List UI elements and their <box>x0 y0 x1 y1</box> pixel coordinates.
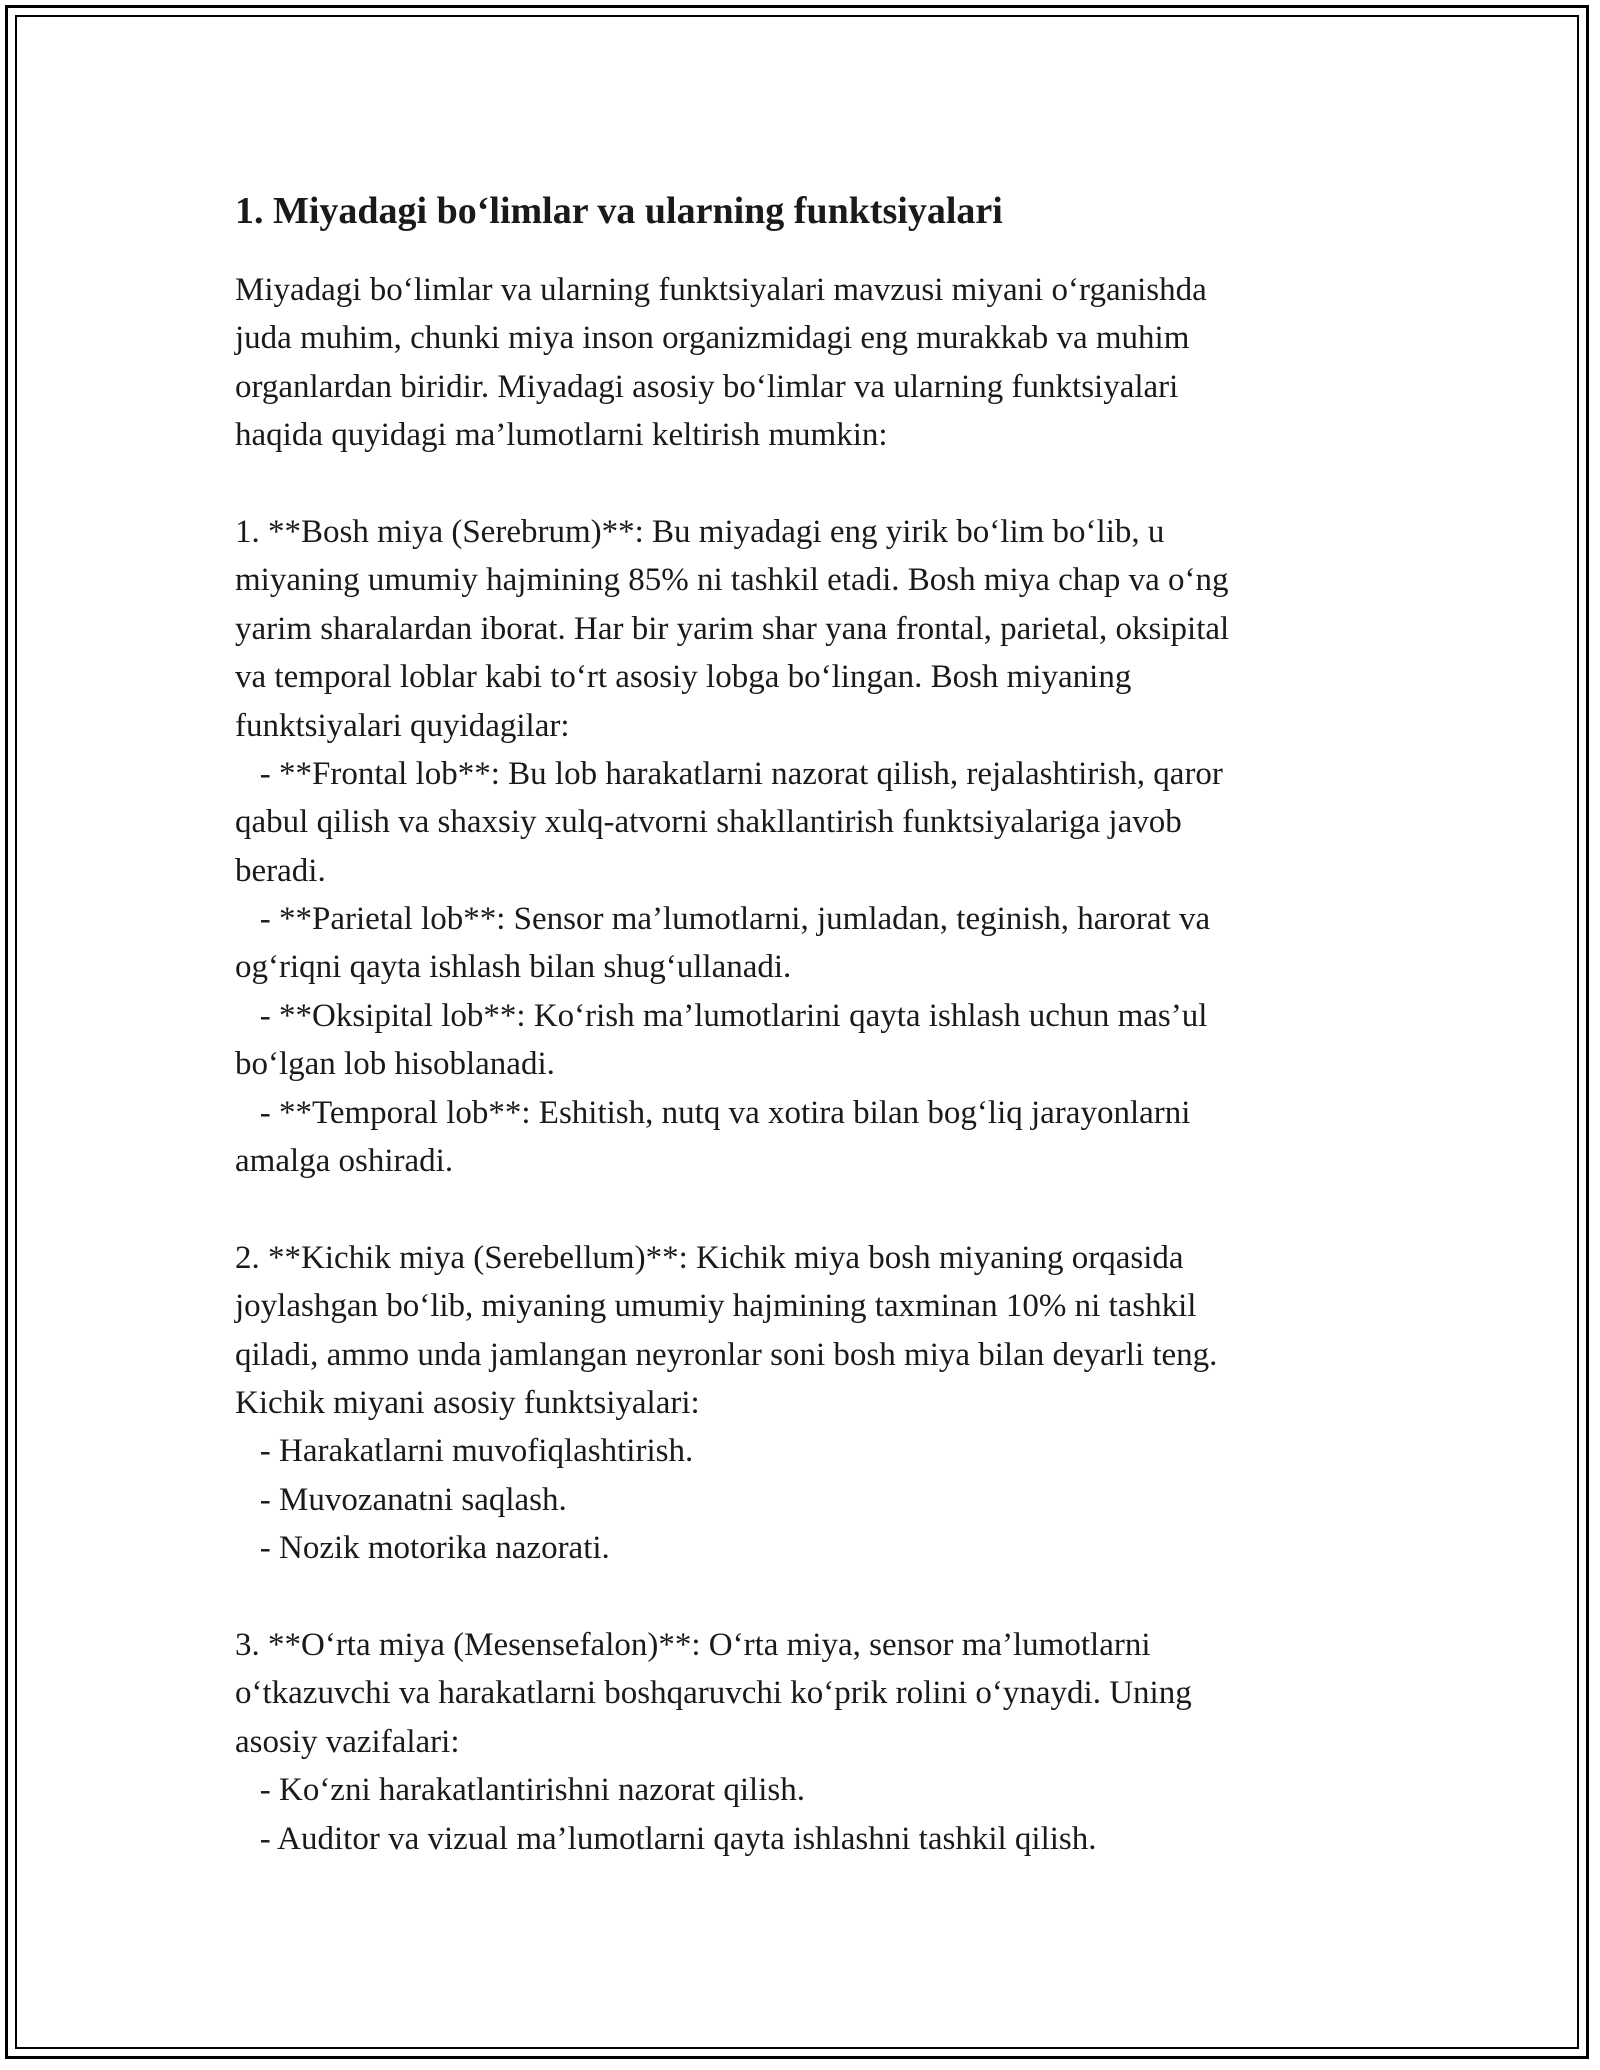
text-line: - **Parietal lob**: Sensor ma’lumotlarni, jumladan, teginish, harorat va <box>235 901 1211 938</box>
text-line: organlardan biridir. Miyadagi asosiy bo‘limlar va ularning funktsiyalari <box>235 368 1179 405</box>
text-line: 3. **O‘rta miya (Mesensefalon)**: O‘rta miya, sensor ma’lumotlarni <box>235 1626 1151 1663</box>
text-line: o‘tkazuvchi va harakatlarni boshqaruvchi ko‘prik rolini o‘ynaydi. Uning <box>235 1675 1192 1712</box>
blank-line <box>235 1573 1365 1621</box>
text-block <box>235 266 1365 1863</box>
text-line: - Nozik motorika nazorati. <box>235 1530 610 1567</box>
text-line: qabul qilish va shaxsiy xulq-atvorni shakllantirish funktsiyalariga javob <box>235 804 1182 841</box>
text-line: 2. **Kichik miya (Serebellum)**: Kichik miya bosh miyaning orqasida <box>235 1239 1184 1276</box>
text-line: miyaning umumiy hajmining 85% ni tashkil etadi. Bosh miya chap va o‘ng <box>235 562 1229 599</box>
text-line: - **Temporal lob**: Eshitish, nutq va xotira bilan bog‘liq jarayonlarni <box>235 1094 1191 1131</box>
text-line: og‘riqni qayta ishlash bilan shug‘ullanadi. <box>235 949 792 986</box>
text-line: joylashgan bo‘lib, miyaning umumiy hajmining taxminan 10% ni tashkil <box>235 1288 1197 1325</box>
blank-line <box>235 460 1365 508</box>
text-line: amalga oshiradi. <box>235 1143 454 1180</box>
text-line: Miyadagi bo‘limlar va ularning funktsiyalari mavzusi miyani o‘rganishda <box>235 272 1207 308</box>
text-line: yarim sharalardan iborat. Har bir yarim shar yana frontal, parietal, oksipital <box>235 610 1230 647</box>
text-line: bo‘lgan lob hisoblanadi. <box>235 1046 555 1083</box>
text-line: - Ko‘zni harakatlantirishni nazorat qilish. <box>235 1772 805 1809</box>
text-line: beradi. <box>235 852 326 889</box>
section-heading: 1. Miyadagi bo‘limlar va ularning funktsiyalari <box>235 190 1003 232</box>
text-line: juda muhim, chunki miya inson organizmidagi eng murakkab va muhim <box>235 320 1190 357</box>
text-line: Kichik miyani asosiy funktsiyalari: <box>235 1384 700 1421</box>
text-line: va temporal loblar kabi to‘rt asosiy lobga bo‘lingan. Bosh miyaning <box>235 659 1132 696</box>
document-body <box>235 186 1365 1863</box>
text-line: haqida quyidagi ma’lumotlarni keltirish mumkin: <box>235 417 888 454</box>
text-line: - **Frontal lob**: Bu lob harakatlarni nazorat qilish, rejalashtirish, qaror <box>235 755 1223 792</box>
text-line: - Auditor va vizual ma’lumotlarni qayta ishlashni tashkil qilish. <box>235 1820 1097 1857</box>
text-line: qiladi, ammo unda jamlangan neyronlar soni bosh miya bilan deyarli teng. <box>235 1336 1218 1373</box>
text-line: - **Oksipital lob**: Ko‘rish ma’lumotlarini qayta ishlash uchun mas’ul <box>235 997 1208 1034</box>
text-line: funktsiyalari quyidagilar: <box>235 707 570 744</box>
text-line: 1. **Bosh miya (Serebrum)**: Bu miyadagi eng yirik bo‘lim bo‘lib, u <box>235 513 1165 550</box>
text-line: - Harakatlarni muvofiqlashtirish. <box>235 1433 694 1470</box>
text-line: asosiy vazifalari: <box>235 1723 460 1760</box>
text-line: - Muvozanatni saqlash. <box>235 1481 567 1518</box>
blank-line <box>235 1185 1365 1233</box>
